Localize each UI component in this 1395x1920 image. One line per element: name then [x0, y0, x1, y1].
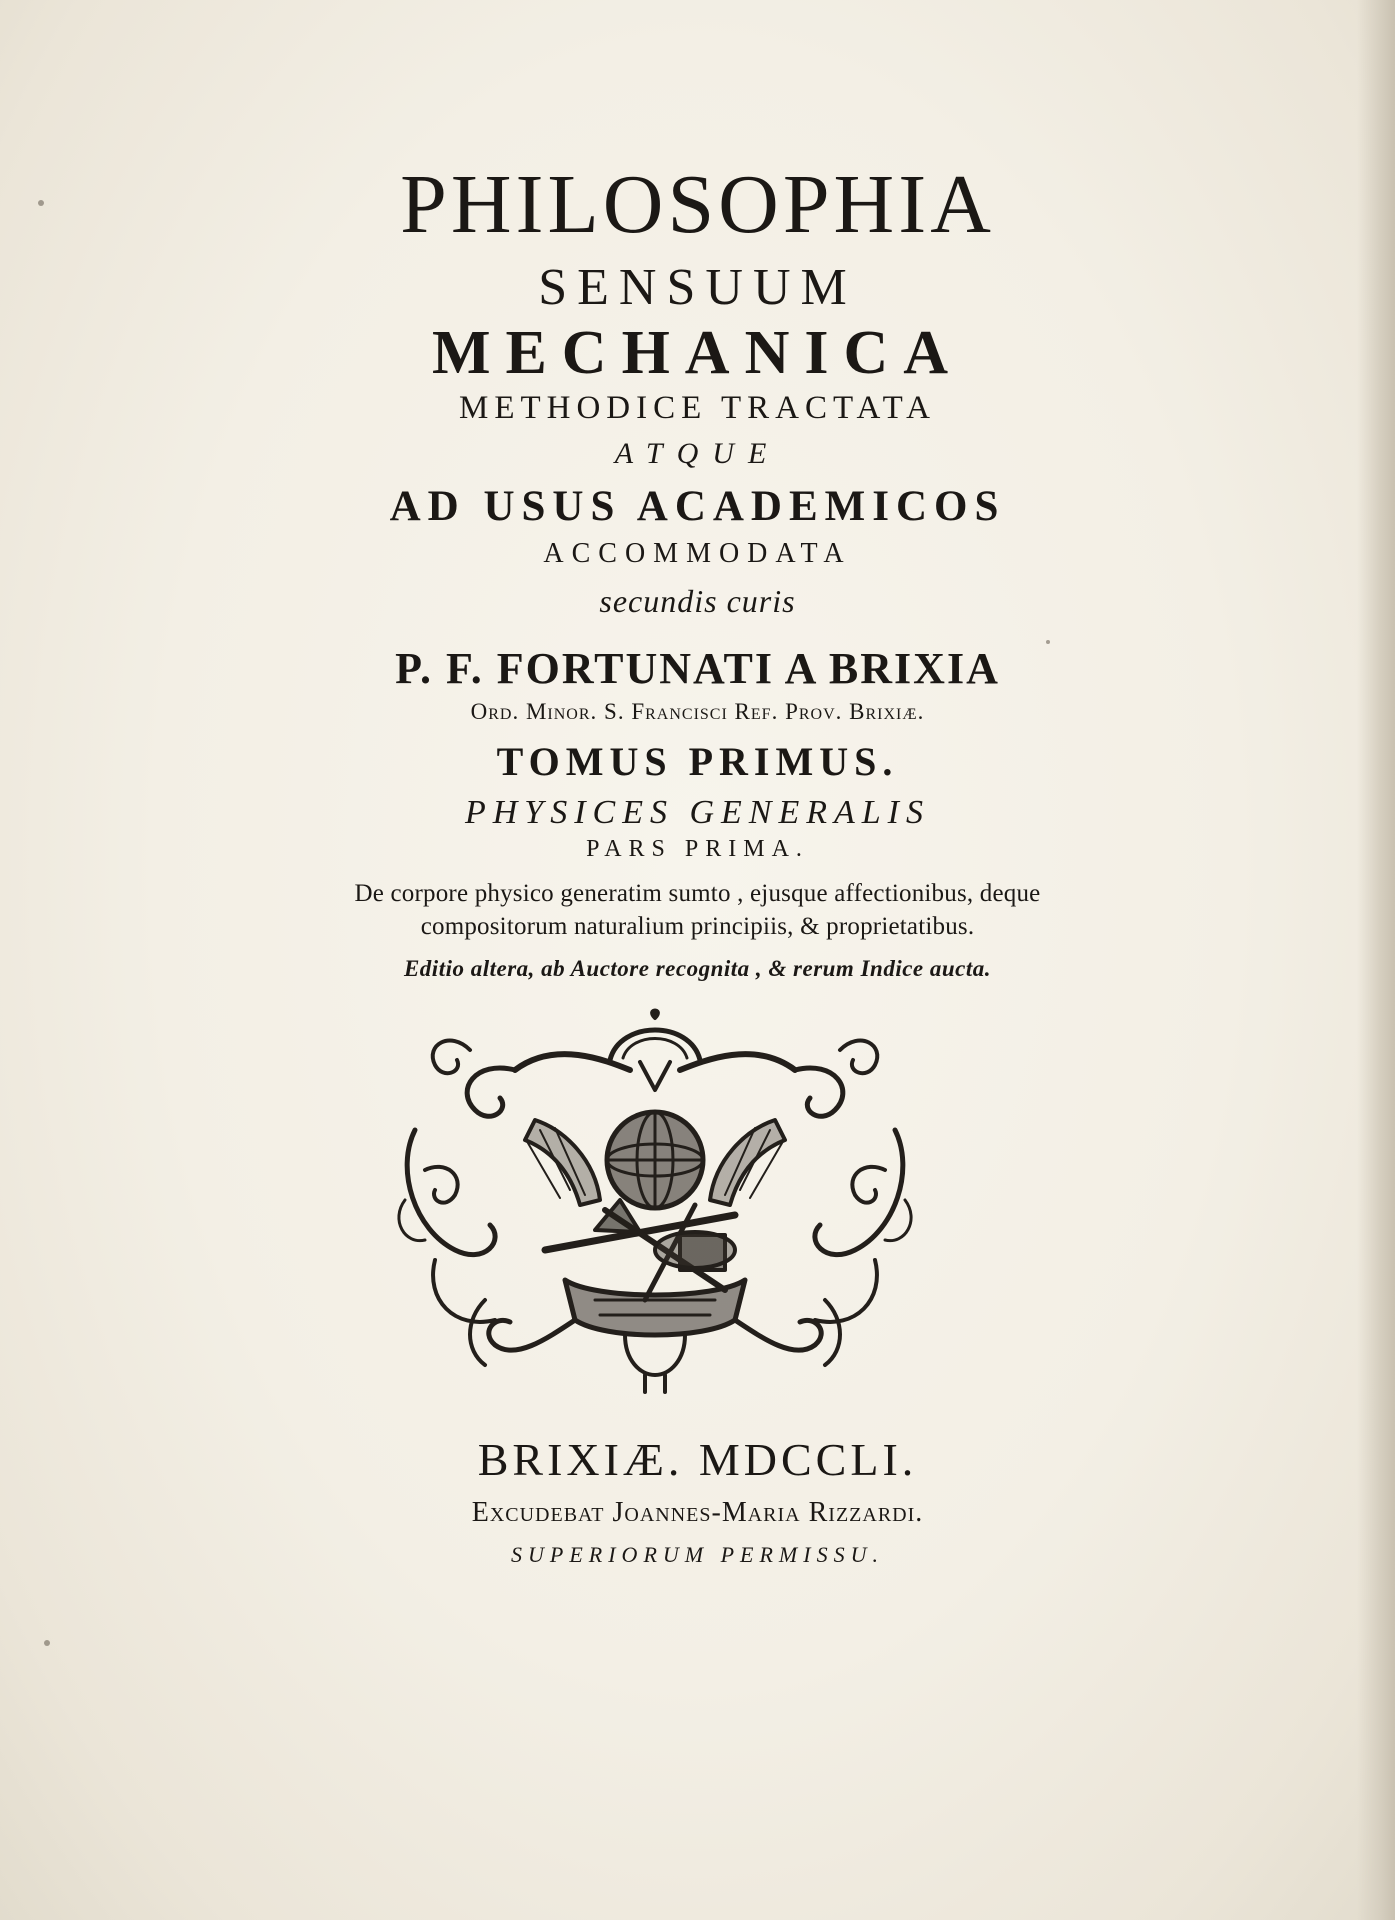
subtitle-sensuum: SENSUUM: [538, 259, 857, 316]
author-order: Ord. Minor. S. Francisci Ref. Prov. Brixiæ.: [470, 699, 925, 724]
subtitle-methodice: METHODICE TRACTATA: [458, 390, 936, 426]
edition-statement: Editio altera, ab Auctore recognita , & rerum Indice aucta.: [403, 956, 992, 981]
editor-note: secundis curis: [599, 583, 796, 619]
part-number: PARS PRIMA.: [586, 836, 809, 862]
imprint-city-date: BRIXIÆ. MDCCLI.: [477, 1434, 918, 1485]
paper-speck: [44, 1640, 50, 1646]
book-title: PHILOSOPHIA: [400, 158, 995, 251]
printers-ornament-icon: [395, 1000, 915, 1395]
volume-label: TOMUS PRIMUS.: [496, 739, 899, 784]
subtitle-mechanica: MECHANICA: [431, 319, 964, 387]
subtitle-accommodata: ACCOMMODATA: [543, 538, 852, 569]
permission-note: SUPERIORUM PERMISSU.: [511, 1542, 884, 1567]
description-line: De corpore physico generatim sumto , ejusque affectionibus, deque: [354, 880, 1041, 907]
description-line: compositorum naturalium principiis, & proprietatibus.: [420, 913, 975, 940]
subtitle-ad-usus: AD USUS ACADEMICOS: [389, 483, 1006, 530]
conjunction-atque: ATQUE: [614, 437, 781, 470]
part-title: PHYSICES GENERALIS: [464, 794, 931, 831]
author-name: P. F. FORTUNATI A BRIXIA: [395, 644, 1000, 693]
printer-name: Excudebat Joannes-Maria Rizzardi.: [471, 1497, 924, 1528]
